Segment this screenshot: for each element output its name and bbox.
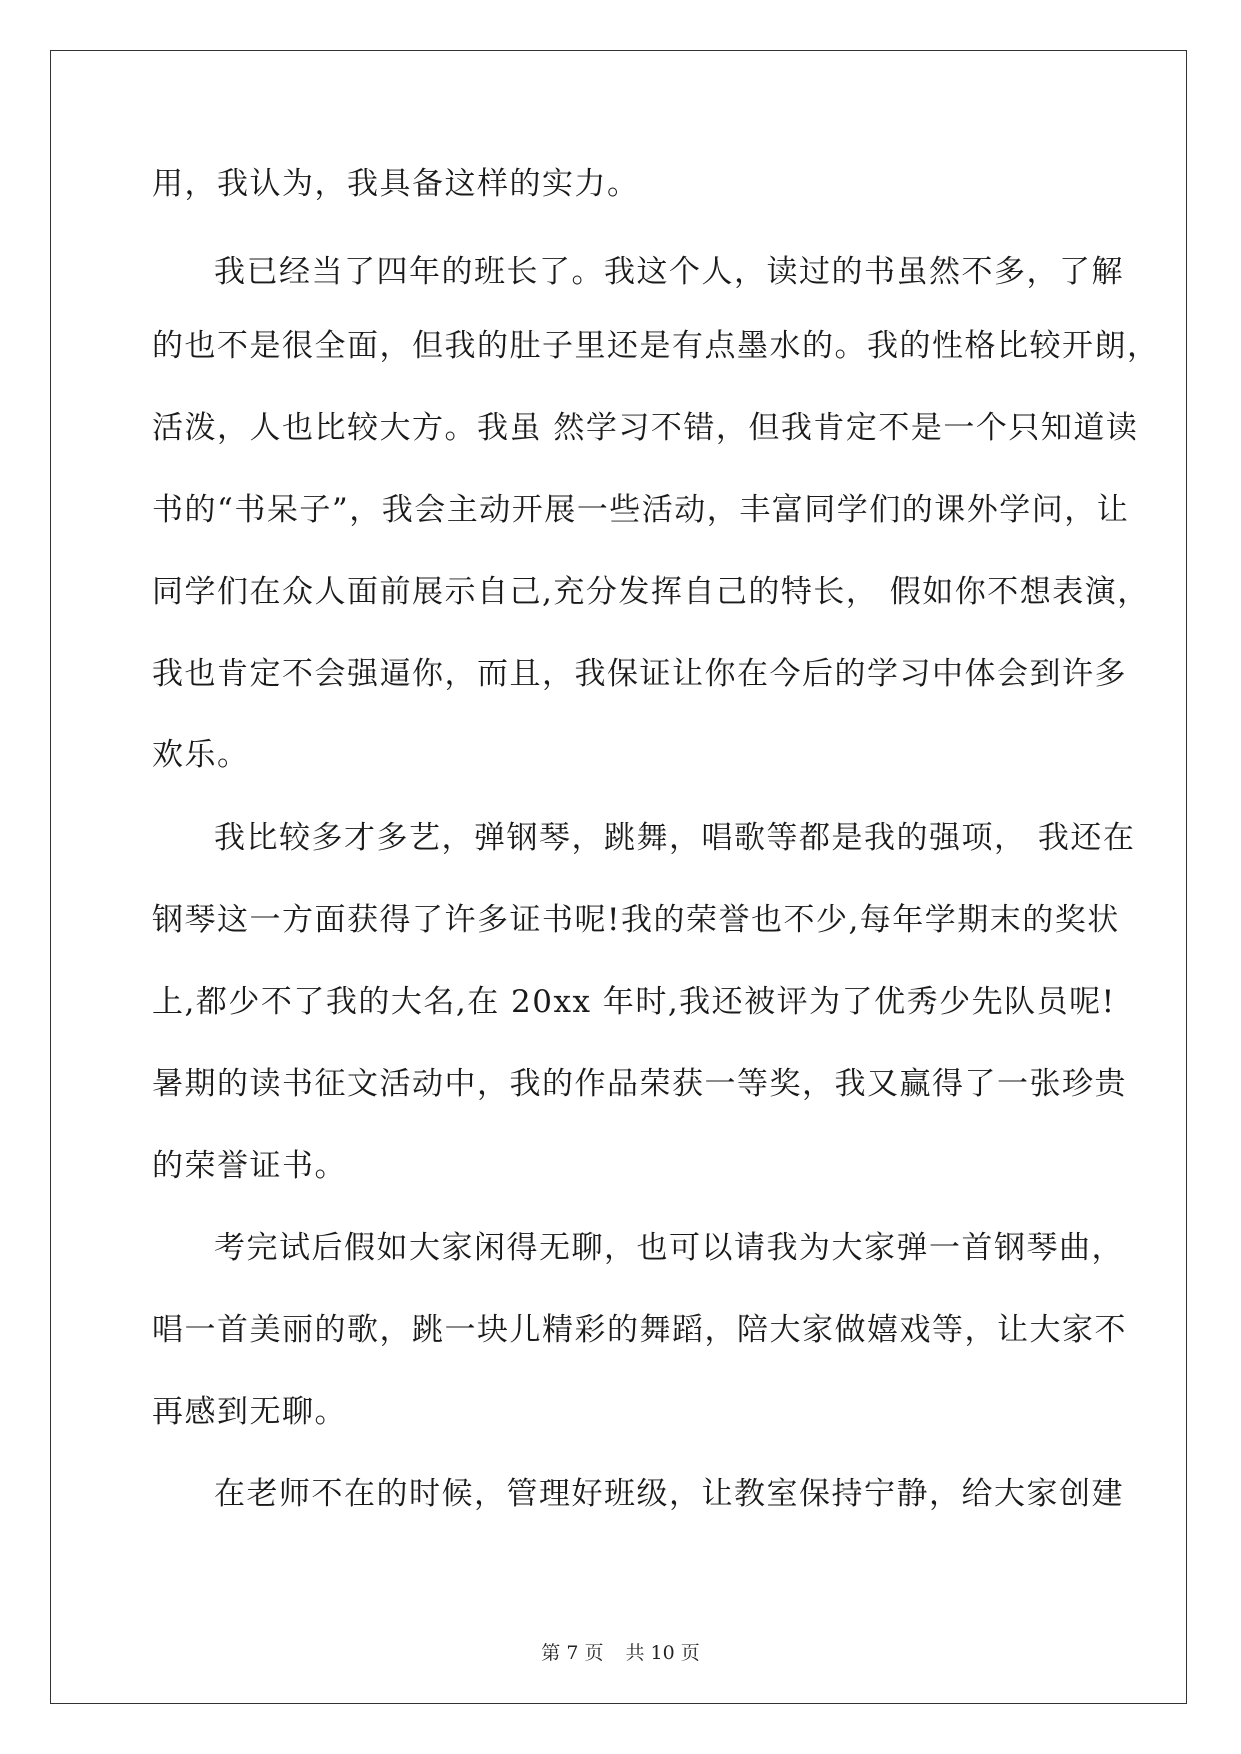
text-line: 欢乐。 bbox=[152, 737, 250, 773]
text-line: 唱一首美丽的歌，跳一块儿精彩的舞蹈，陪大家做嬉戏等，让大家不 bbox=[152, 1312, 1127, 1348]
paragraph-start-line: 我比较多才多艺，弹钢琴，跳舞，唱歌等都是我的强项， 我还在 bbox=[214, 820, 1136, 856]
page-border bbox=[50, 50, 1187, 1704]
text-line: 活泼，人也比较大方。我虽 然学习不错，但我肯定不是一个只知道读 bbox=[152, 410, 1139, 446]
text-line: 的也不是很全面，但我的肚子里还是有点墨水的。我的性格比较开朗， bbox=[152, 328, 1160, 364]
page-footer bbox=[0, 1641, 1241, 1665]
text-line: 上,都少不了我的大名,在 20xx 年时,我还被评为了优秀少先队员呢! bbox=[152, 984, 1116, 1020]
paragraph-start-line: 在老师不在的时候，管理好班级，让教室保持宁静，给大家创建 bbox=[214, 1476, 1124, 1512]
paragraph-start-line: 考完试后假如大家闲得无聊，也可以请我为大家弹一首钢琴曲， bbox=[214, 1230, 1124, 1266]
paragraph-start-line: 我已经当了四年的班长了。我这个人，读过的书虽然不多，了解 bbox=[214, 254, 1124, 290]
text-line: 用，我认为，我具备这样的实力。 bbox=[152, 166, 640, 202]
text-line: 再感到无聊。 bbox=[152, 1394, 347, 1430]
page-number-total: 共 10 页 bbox=[625, 1642, 700, 1664]
text-line: 的荣誉证书。 bbox=[152, 1148, 347, 1184]
text-line: 暑期的读书征文活动中，我的作品荣获一等奖，我又赢得了一张珍贵 bbox=[152, 1066, 1127, 1102]
page-number-current: 第 7 页 bbox=[541, 1642, 604, 1664]
text-line: 我也肯定不会强逼你，而且，我保证让你在今后的学习中体会到许多 bbox=[152, 656, 1127, 692]
text-line: 书的“书呆子”，我会主动开展一些活动，丰富同学们的课外学问，让 bbox=[152, 492, 1130, 528]
text-line: 同学们在众人面前展示自己,充分发挥自己的特长， 假如你不想表演， bbox=[152, 574, 1150, 610]
text-line: 钢琴这一方面获得了许多证书呢!我的荣誉也不少,每年学期末的奖状 bbox=[152, 902, 1120, 938]
